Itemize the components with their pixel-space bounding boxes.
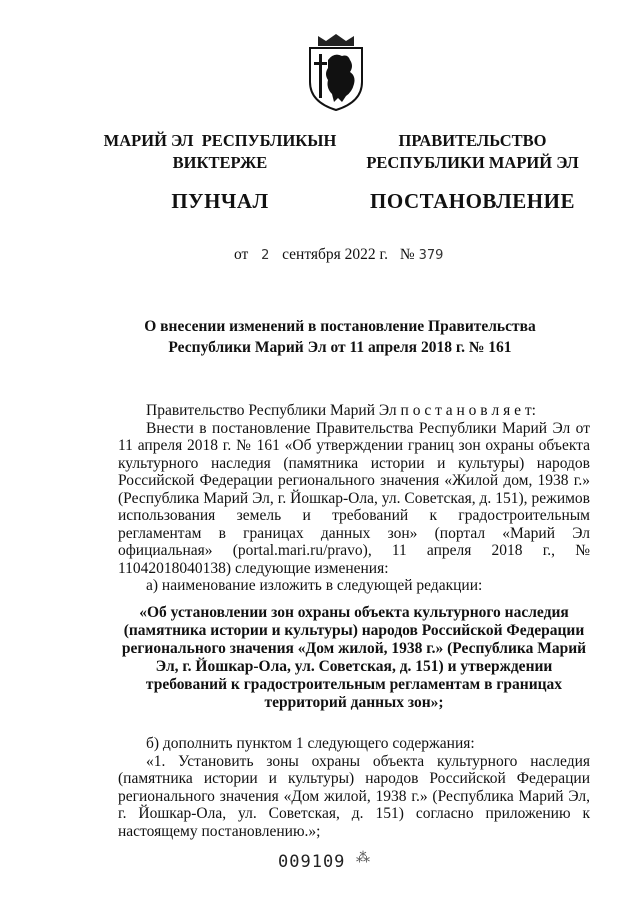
date-line [234,246,443,264]
header-left-line2: ВИКТЕРЖЕ [172,153,268,172]
body-text [118,402,590,595]
header-right [360,130,585,212]
document-title [100,316,580,358]
asterism-mark: ⁂ [356,851,370,866]
intro-paragraph: Правительство Республики Марий Эл п о с т а н о в л я е т: [146,402,536,419]
date-month-year: сентября 2022 г. [282,246,389,263]
item-a-paragraph: а) наименование изложить в следующей редакции: [146,577,483,594]
header-left [95,130,345,212]
decree-number: 379 [418,248,444,263]
header-left-doc-type: ПУНЧАЛ [171,189,269,213]
item-b-paragraph: б) дополнить пунктом 1 следующего содержания: [146,735,475,752]
coat-of-arms-emblem [302,32,370,112]
header-right-doc-type: ПОСТАНОВЛЕНИЕ [370,189,575,213]
date-day: 2 [261,248,270,263]
point-1-paragraph: «1. Установить зоны охраны объекта культурного наследия (памятника истории и культуры) народов Российской Федерации регионального значения «Дом жилой, 1938 г.» (Республика Марий Эл, г. Йошкар-Ола, ул. Советская, д. 151) согласно приложению к настоящему постановлению.»; [118,752,590,840]
body-text-continued [118,735,590,840]
header-right-line2: РЕСПУБЛИКИ МАРИЙ ЭЛ [366,153,579,172]
new-title-quote: «Об установлении зон охраны объекта культурного наследия (памятника истории и культуры) народов Российской Федерации регионального значения «Дом жилой, 1938 г.» (Республика Марий Эл, г. Йошкар-Ола, ул. Советская, д. 151) и утверждении требований к градостроительным регламентам в границах территорий данных зон»; [121,604,587,711]
number-label: № [399,246,415,263]
header-right-line1: ПРАВИТЕЛЬСТВО [398,131,547,150]
form-serial-number: 009109 [278,852,346,872]
header-left-line1: МАРИЙ ЭЛ РЕСПУБЛИКЫН [103,131,337,150]
date-prefix: от [234,246,249,263]
title-line-1: О внесении изменений в постановление Правительства [144,318,536,335]
amendment-paragraph: Внести в постановление Правительства Республики Марий Эл от 11 апреля 2018 г. № 161 «Об утверждении границ зон охраны объекта культурного наследия (памятника истории и культуры) народов Российской Федерации регионального значения «Жилой дом, 1938 г.» (Республика Марий Эл, г. Йошкар-Ола, ул. Советская, д. 151), режимов использования земель и требований к градостроительным регламентам в границах данных зон» (портал «Марий Эл официальная» (portal.mari.ru/pravo), 11 апреля 2018 г., № 11042018040138) следующие изменения: [118,419,590,577]
title-line-2: Республики Марий Эл от 11 апреля 2018 г. № 161 [168,339,512,356]
